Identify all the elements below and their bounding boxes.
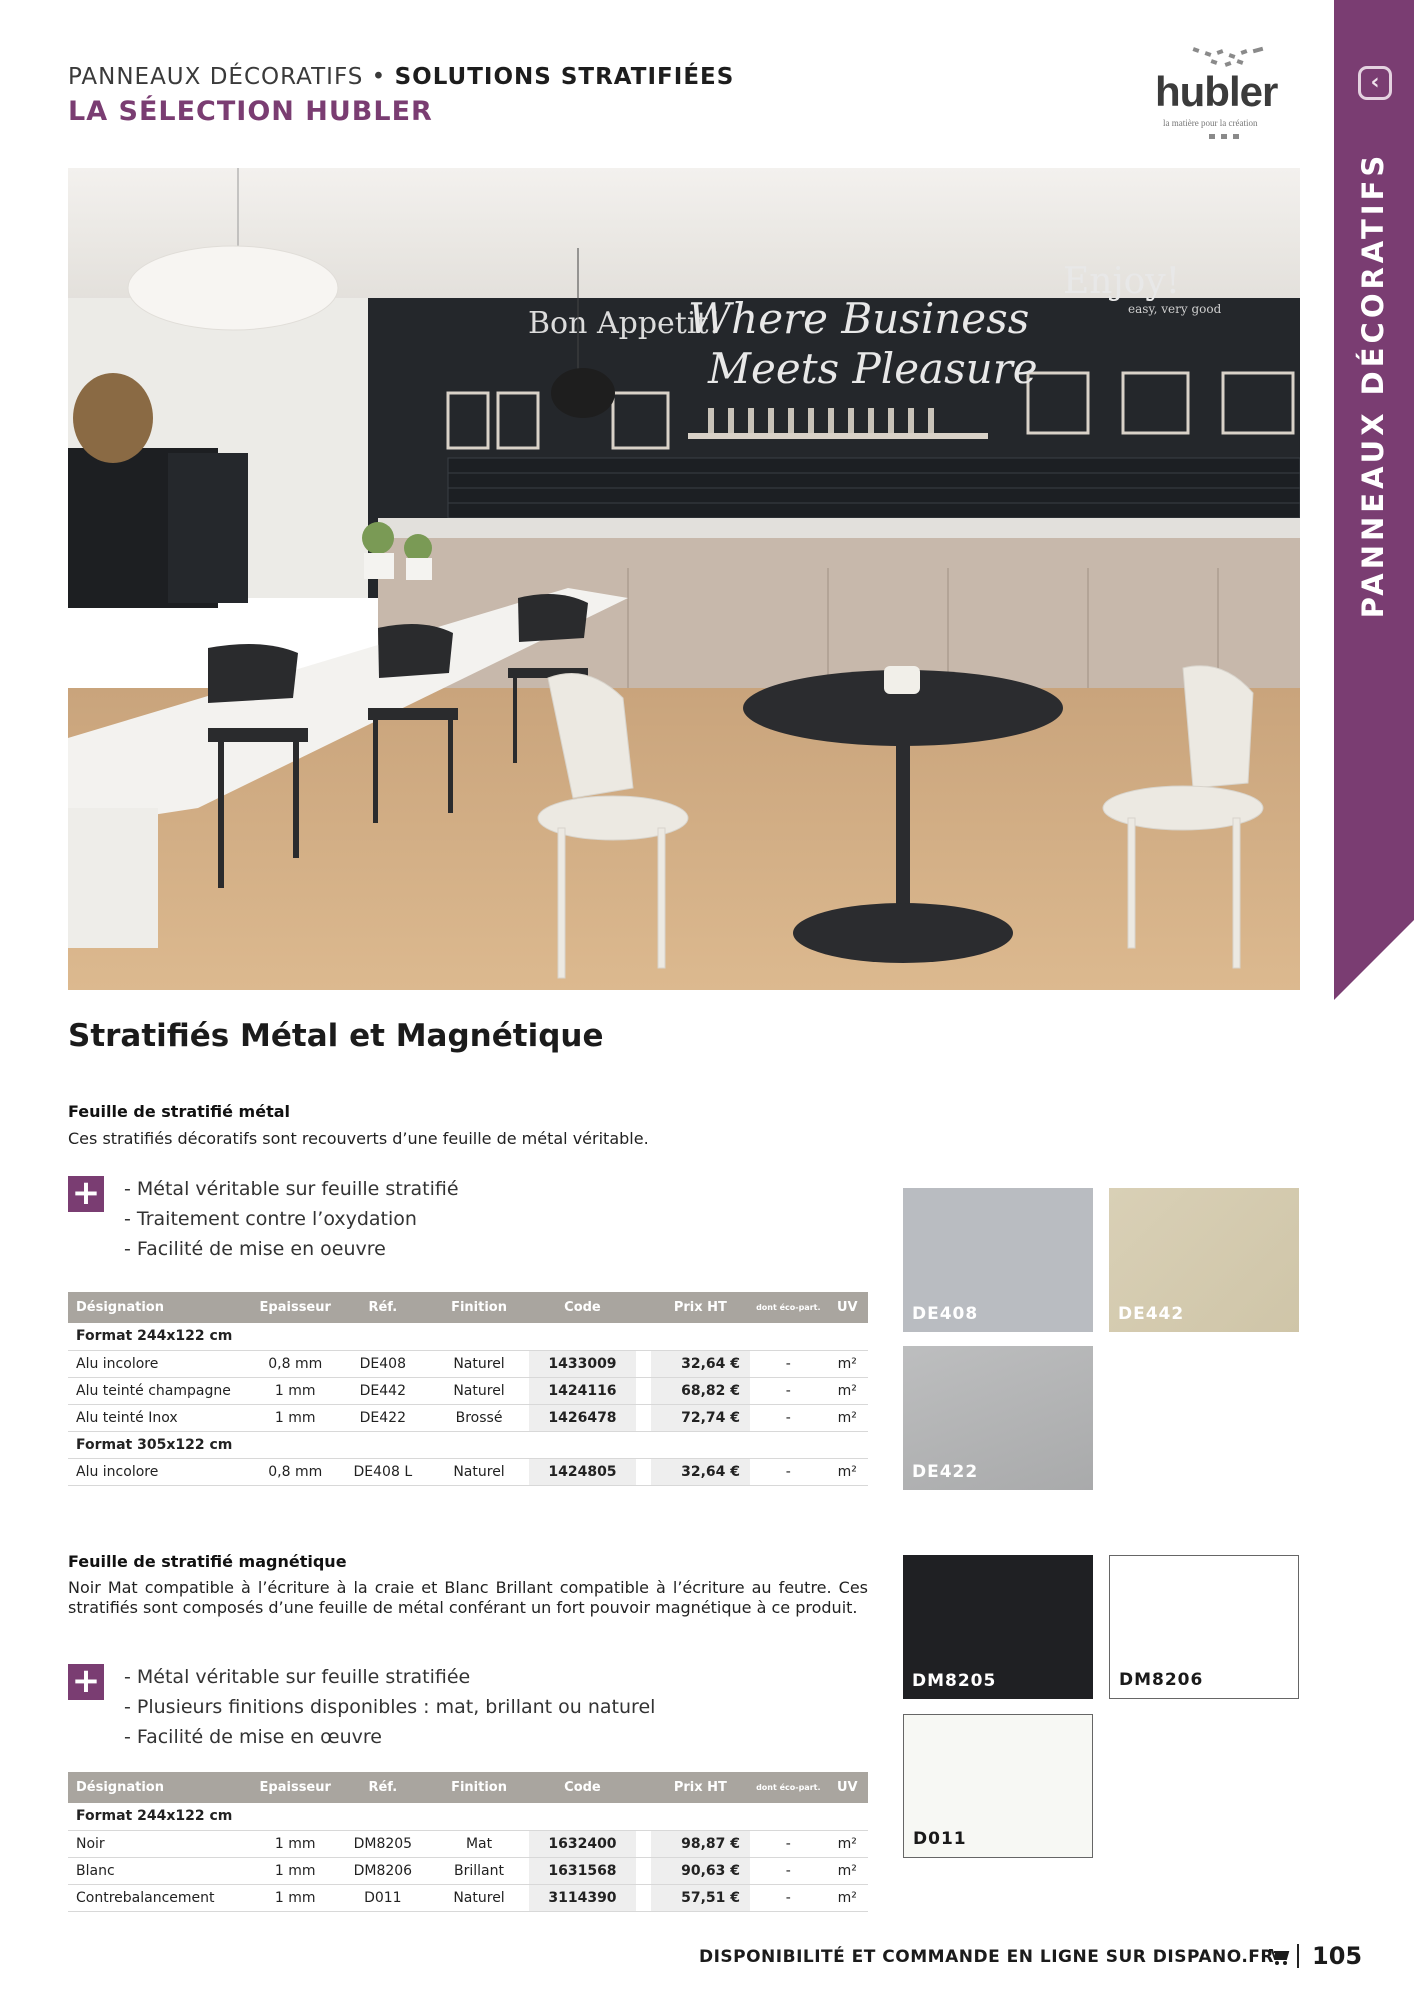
bullet-item: - Métal véritable sur feuille stratifiée xyxy=(124,1666,471,1688)
cell-code: 3114390 xyxy=(529,1884,637,1911)
cell-code: 1426478 xyxy=(529,1404,637,1431)
cell-ref: DM8206 xyxy=(336,1857,429,1884)
bullet-item: - Plusieurs finitions disponibles : mat, brillant ou naturel xyxy=(124,1696,656,1718)
swatch-de442[interactable] xyxy=(1109,1188,1299,1332)
chalk-text-5: easy, very good xyxy=(1128,302,1222,316)
cell-eco: - xyxy=(750,1830,827,1857)
table-row xyxy=(68,1458,868,1485)
cell-designation: Alu teinté champagne xyxy=(68,1377,254,1404)
cell-designation: Alu teinté Inox xyxy=(68,1404,254,1431)
cell-uv: m² xyxy=(827,1458,868,1485)
col-ref: Réf. xyxy=(336,1292,429,1323)
table-row xyxy=(68,1350,868,1377)
table-group-row xyxy=(68,1803,868,1830)
cell-finition: Naturel xyxy=(429,1350,528,1377)
cell-ref: DE408 xyxy=(336,1350,429,1377)
swatch-label: DM8206 xyxy=(1119,1670,1204,1690)
col-finition: Finition xyxy=(429,1292,528,1323)
swatch-dm8206[interactable] xyxy=(1109,1555,1299,1699)
magnetic-bullets xyxy=(124,1662,655,1752)
category-text: PANNEAUX DÉCORATIFS xyxy=(68,64,364,90)
chalk-text-4: Enjoy! xyxy=(1063,261,1181,302)
bullet-item: - Métal véritable sur feuille stratifié xyxy=(124,1178,459,1200)
cell-eco: - xyxy=(750,1377,827,1404)
magnetic-description: Noir Mat compatible à l’écriture à la craie et Blanc Brillant compatible à l’écriture au feutre. Ces stratifiés sont composés d’une feuille de métal conférant un fort pouvoir magnétique à ce produit. xyxy=(68,1578,868,1617)
chalk-text-3: Meets Pleasure xyxy=(708,344,1038,393)
cell-finition: Naturel xyxy=(429,1458,528,1485)
cell-eco: - xyxy=(750,1350,827,1377)
cell-prix: 68,82 € xyxy=(651,1377,750,1404)
cell-prix: 98,87 € xyxy=(651,1830,750,1857)
swatch-label: DM8205 xyxy=(912,1671,997,1691)
metal-bullets xyxy=(124,1174,459,1264)
header-category xyxy=(68,64,734,90)
cell-code: 1424116 xyxy=(529,1377,637,1404)
table-row xyxy=(68,1377,868,1404)
cell-uv: m² xyxy=(827,1857,868,1884)
cell-prix: 57,51 € xyxy=(651,1884,750,1911)
col-uv: UV xyxy=(827,1772,868,1803)
page-number: 105 xyxy=(1312,1942,1363,1970)
table-header-row xyxy=(68,1772,868,1803)
bullet-item: - Facilité de mise en œuvre xyxy=(124,1726,382,1748)
logo-wordmark: hubler xyxy=(1155,68,1278,115)
cell-ref: DE408 L xyxy=(336,1458,429,1485)
cell-code: 1424805 xyxy=(529,1458,637,1485)
cell-eco: - xyxy=(750,1458,827,1485)
swatch-de408[interactable] xyxy=(903,1188,1093,1332)
table-row xyxy=(68,1884,868,1911)
col-prix: Prix HT xyxy=(651,1292,750,1323)
col-prix: Prix HT xyxy=(651,1772,750,1803)
table-row xyxy=(68,1404,868,1431)
table-row xyxy=(68,1830,868,1857)
cell-uv: m² xyxy=(827,1404,868,1431)
cell-ref: DE422 xyxy=(336,1404,429,1431)
cell-designation: Noir xyxy=(68,1830,254,1857)
footer-separator xyxy=(1297,1944,1299,1968)
format-label: Format 244x122 cm xyxy=(68,1323,868,1350)
logo-tagline: la matière pour la création xyxy=(1163,118,1258,128)
table-row xyxy=(68,1857,868,1884)
swatch-label: DE408 xyxy=(912,1304,979,1324)
col-code: Code xyxy=(529,1292,637,1323)
hubler-logo[interactable] xyxy=(1155,46,1290,146)
col-epaisseur: Epaisseur xyxy=(254,1292,336,1323)
cell-finition: Brillant xyxy=(429,1857,528,1884)
col-eco: dont éco-part. xyxy=(750,1772,827,1803)
plus-icon: + xyxy=(68,1176,104,1212)
category-separator: • xyxy=(363,64,395,90)
cell-prix: 32,64 € xyxy=(651,1458,750,1485)
col-ref: Réf. xyxy=(336,1772,429,1803)
cell-epaisseur: 1 mm xyxy=(254,1377,336,1404)
col-finition: Finition xyxy=(429,1772,528,1803)
swatch-label: DE422 xyxy=(912,1462,979,1482)
cell-designation: Alu incolore xyxy=(68,1458,254,1485)
magnetic-price-table xyxy=(68,1772,868,1912)
cell-designation: Blanc xyxy=(68,1857,254,1884)
cell-epaisseur: 1 mm xyxy=(254,1830,336,1857)
bullet-item: - Facilité de mise en oeuvre xyxy=(124,1238,386,1260)
cell-epaisseur: 0,8 mm xyxy=(254,1458,336,1485)
table-group-row xyxy=(68,1431,868,1458)
cafeteria-illustration xyxy=(68,168,1300,990)
chalk-text-1: Bon Appetit! xyxy=(528,306,721,341)
cell-epaisseur: 0,8 mm xyxy=(254,1350,336,1377)
swatch-d011[interactable] xyxy=(903,1714,1093,1858)
footer-text[interactable]: DISPONIBILITÉ ET COMMANDE EN LIGNE SUR DISPANO.FR xyxy=(698,1947,1274,1967)
cell-code: 1433009 xyxy=(529,1350,637,1377)
plus-icon: + xyxy=(68,1664,104,1700)
metal-title: Feuille de stratifié métal xyxy=(68,1102,290,1121)
cell-uv: m² xyxy=(827,1377,868,1404)
cell-finition: Naturel xyxy=(429,1884,528,1911)
cell-prix: 32,64 € xyxy=(651,1350,750,1377)
chalk-text-2: Where Business xyxy=(688,294,1030,343)
cart-icon[interactable] xyxy=(1268,1948,1290,1966)
swatch-de422[interactable] xyxy=(903,1346,1093,1490)
logo-bottom-dots-icon xyxy=(1209,134,1239,140)
cell-eco: - xyxy=(750,1857,827,1884)
cell-ref: DM8205 xyxy=(336,1830,429,1857)
cell-designation: Contrebalancement xyxy=(68,1884,254,1911)
col-epaisseur: Epaisseur xyxy=(254,1772,336,1803)
cell-epaisseur: 1 mm xyxy=(254,1404,336,1431)
format-label: Format 305x122 cm xyxy=(68,1431,868,1458)
swatch-label: D011 xyxy=(913,1829,967,1849)
cell-uv: m² xyxy=(827,1830,868,1857)
cell-epaisseur: 1 mm xyxy=(254,1857,336,1884)
col-uv: UV xyxy=(827,1292,868,1323)
col-designation: Désignation xyxy=(68,1772,254,1803)
cell-finition: Naturel xyxy=(429,1377,528,1404)
cell-ref: DE442 xyxy=(336,1377,429,1404)
cell-finition: Mat xyxy=(429,1830,528,1857)
cell-uv: m² xyxy=(827,1350,868,1377)
cell-eco: - xyxy=(750,1884,827,1911)
swatch-dm8205[interactable] xyxy=(903,1555,1093,1699)
metal-price-table xyxy=(68,1292,868,1486)
logo-dots-icon xyxy=(1191,46,1271,70)
cell-eco: - xyxy=(750,1404,827,1431)
cell-ref: D011 xyxy=(336,1884,429,1911)
col-code: Code xyxy=(529,1772,637,1803)
cell-prix: 90,63 € xyxy=(651,1857,750,1884)
subcategory-text: SOLUTIONS STRATIFIÉES xyxy=(394,64,735,90)
side-tab-label: PANNEAUX DÉCORATIFS xyxy=(1356,151,1390,619)
back-button[interactable] xyxy=(1358,66,1392,100)
cell-epaisseur: 1 mm xyxy=(254,1884,336,1911)
section-title: Stratifiés Métal et Magnétique xyxy=(68,1018,604,1054)
table-group-row xyxy=(68,1323,868,1350)
metal-description: Ces stratifiés décoratifs sont recouverts d’une feuille de métal véritable. xyxy=(68,1129,649,1148)
table-header-row xyxy=(68,1292,868,1323)
cell-finition: Brossé xyxy=(429,1404,528,1431)
chevron-left-icon: ‹ xyxy=(1370,70,1380,95)
col-eco: dont éco-part. xyxy=(750,1292,827,1323)
cell-prix: 72,74 € xyxy=(651,1404,750,1431)
format-label: Format 244x122 cm xyxy=(68,1803,868,1830)
hero-photo xyxy=(68,168,1300,990)
selection-title: LA SÉLECTION HUBLER xyxy=(68,96,433,127)
bullet-item: - Traitement contre l’oxydation xyxy=(124,1208,417,1230)
cell-code: 1631568 xyxy=(529,1857,637,1884)
cell-code: 1632400 xyxy=(529,1830,637,1857)
cell-uv: m² xyxy=(827,1884,868,1911)
magnetic-title: Feuille de stratifié magnétique xyxy=(68,1552,347,1571)
swatch-label: DE442 xyxy=(1118,1304,1185,1324)
cell-designation: Alu incolore xyxy=(68,1350,254,1377)
col-designation: Désignation xyxy=(68,1292,254,1323)
